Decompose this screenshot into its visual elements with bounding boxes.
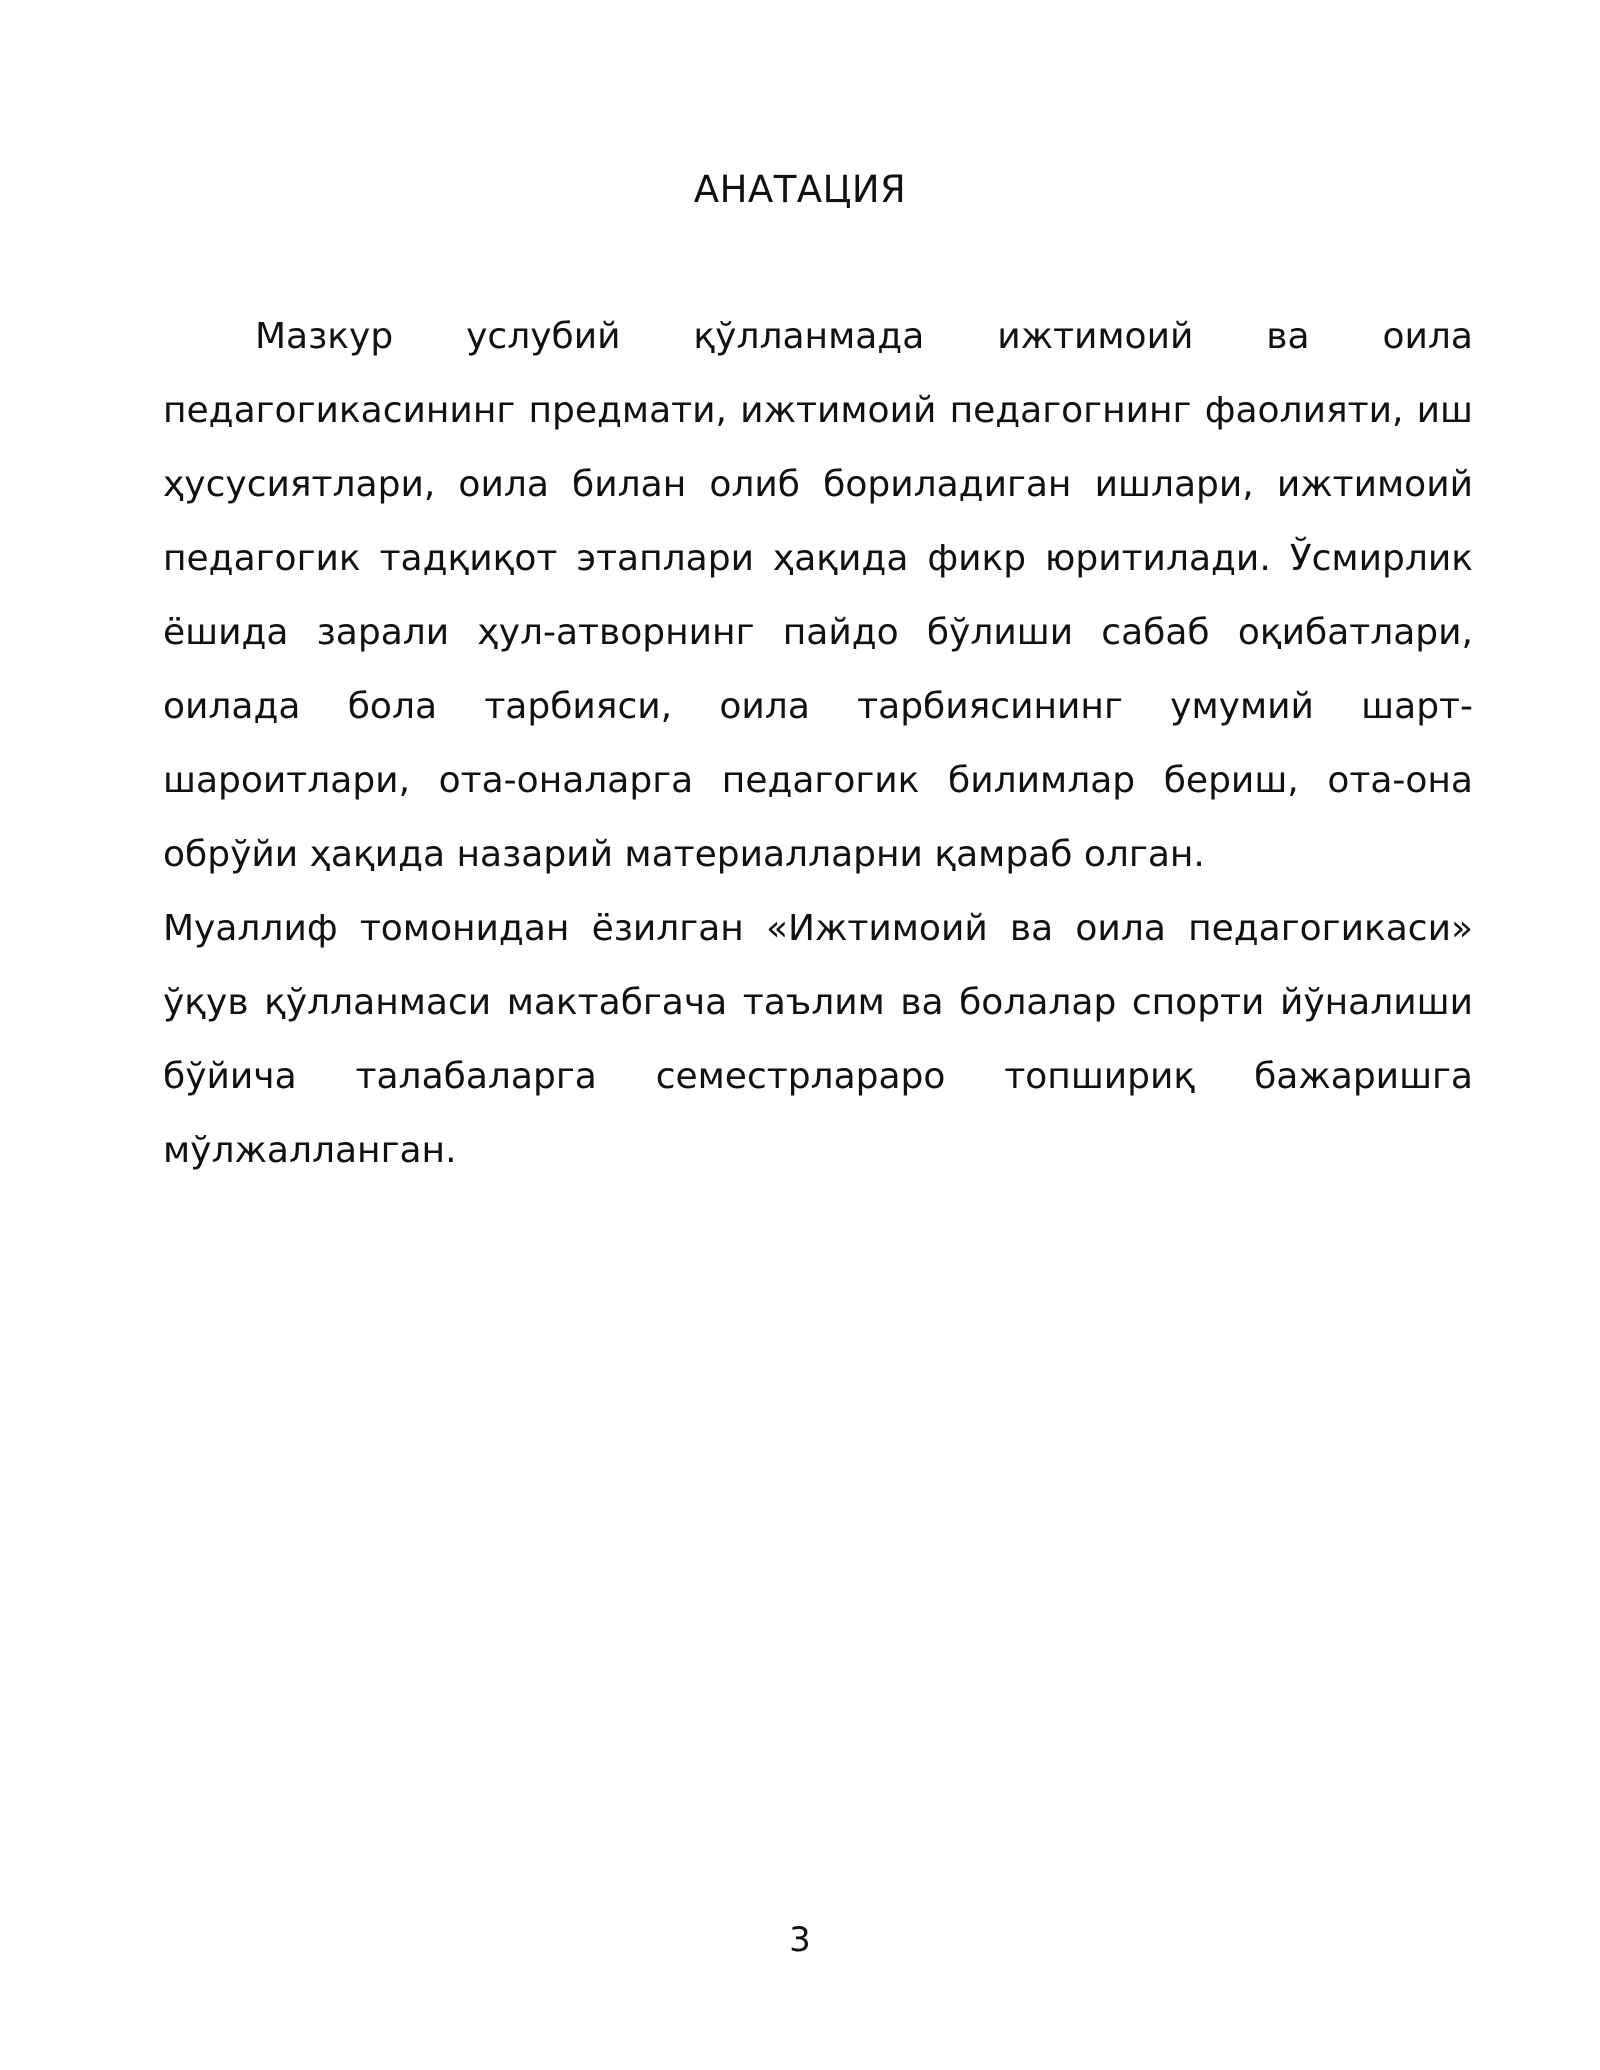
page-number: 3	[789, 1920, 811, 1960]
page-title: АНАТАЦИЯ	[693, 168, 907, 211]
paragraph-2: Муаллиф томонидан ёзилган «Ижтимоий ва оила педагогикаси» ўқув қўлланмаси мактабгача таълим ва болалар спорти йўналиши бўйича талабаларга семестрлараро топшириқ бажаришга мўлжалланган.	[163, 908, 1473, 1171]
annotation-body	[163, 300, 1473, 1188]
paragraph-1: Мазкур услубий қўлланмада ижтимоий ва оила педагогикасининг предмати, ижтимоий педагогнинг фаолияти, иш ҳусусиятлари, оила билан олиб бориладиган ишлари, ижтимоий педагогик тадқиқот этаплари ҳақида фикр юритилади. Ўсмирлик ёшида зарали ҳул-атворнинг пайдо бўлиши сабаб оқибатлари, оилада бола тарбияси, оила тарбиясининг умумий шарт-шароитлари, ота-оналарга педагогик билимлар бериш, ота-она обрўйи ҳақида назарий материалларни қамраб олган.	[163, 316, 1473, 875]
